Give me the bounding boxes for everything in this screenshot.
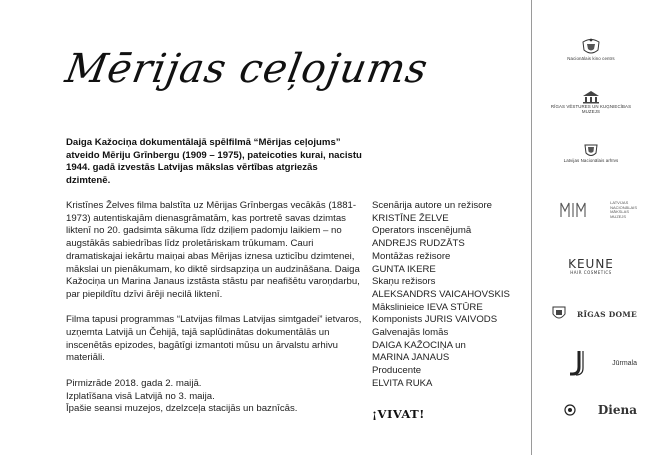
- credit-line: ANDREJS RUDZĀTS: [372, 238, 465, 250]
- lead-text: Daiga Kažociņa dokumentālajā spēlfilmā “Mērijas ceļojums” atveido Mēriju Grīnbergu (1909 – 1975), pateicoties kurai, nacistu 1944. gadā izvestās Latvijas mākslas vērtības atgriezās dzimtenē.: [66, 137, 362, 187]
- lnmm-line: MĀKSLAS: [610, 209, 629, 215]
- riga-crest-icon: [552, 306, 566, 322]
- credit-line: Montāžas režisore: [372, 250, 451, 262]
- credit-line: Komponists JURIS VAIVODS: [372, 314, 498, 326]
- jurmala-j-icon: [568, 350, 586, 376]
- keune-logo: [545, 258, 637, 275]
- lna-logo: [545, 142, 637, 163]
- nka-logo: [545, 38, 637, 61]
- lead-paragraph: [66, 137, 362, 188]
- credit-line: Galvenajās lomās: [372, 327, 449, 339]
- riga-dome-logo: [545, 306, 637, 322]
- description-paragraph-1: Kristīnes Želves filma balstīta uz Mērijas Grīnbergas vecākās (1881-1973) autentiskajām dienasgrāmatām, kas portretē savas dzimtas liktenī no 20. gadsimta sākuma līdz dziļiem padomju laikiem – no augstākās sabiedrības līdz proletāriskam trūkumam. Cauri dramatiskajai iekārtu maiņai abas Mērijas iznesa uzticību dzimtenei, mākslai un pienākumam, ko diktē sirdsapziņa un audzināšana. Daiga Kažociņa un Marina Janaus izstāsta stāstu par neafišētu varoņdarbu, par piepildītu dzīvi ārēji necilā liktenī.: [66, 200, 360, 300]
- description-paragraph-2: Filma tapusi programmas “Latvijas filmas Latvijas simtgadei” ietvaros, uzņemta Latvijā un Čehijā, tajā saplūdinātas dokumentālās un inscenētās epizodes, bagātīgi izmantoti mūsu un ārvalstu arhivu materiāli.: [66, 314, 362, 364]
- riga-dome-logo-text: RĪGAS DOME: [576, 309, 637, 319]
- diena-logo: [545, 403, 637, 417]
- credits-list: [372, 200, 522, 391]
- credit-line: GUNTA IKERE: [372, 263, 436, 275]
- jurmala-logo: [545, 350, 637, 376]
- rvmm-logo-text: RĪGAS VĒSTURES UN KUĢNIECĪBAS MUZEJS: [550, 104, 632, 114]
- credit-line: Mākslinieice IEVA STŪRE: [372, 301, 483, 313]
- mim-monogram-icon: [560, 202, 592, 218]
- jurmala-logo-text: Jūrmala: [612, 359, 637, 367]
- lnmm-logo: [545, 201, 637, 219]
- release-info: [66, 378, 366, 416]
- diena-logo-text: Diena: [597, 403, 637, 417]
- credit-line: Producente: [372, 365, 422, 377]
- coat-of-arms-icon: [580, 38, 602, 56]
- credit-line: ELVITA RUKA: [372, 377, 433, 389]
- credit-line: Skaņu režisors: [372, 276, 436, 288]
- release-special-screenings: Īpašie seansi muzejos, dzelzceļa stacijās un baznīcās.: [66, 403, 298, 415]
- description-column: [66, 200, 366, 416]
- credit-line: ALEKSANDRS VAICAHOVSKIS: [372, 288, 510, 300]
- lnmm-line: MUZEJS: [610, 213, 627, 219]
- keune-logo-sub: HAIR COSMETICS: [570, 270, 612, 275]
- credit-line: Scenārija autore un režisore: [372, 200, 492, 211]
- lnmm-logo-text: [610, 201, 637, 219]
- lnmm-line: LATVIJAS: [610, 200, 629, 205]
- diena-sun-icon: [564, 404, 576, 416]
- column-divider: [531, 0, 532, 455]
- credit-line: KRISTĪNE ŽELVE: [372, 212, 449, 224]
- film-title: Mērijas ceļojums: [61, 46, 432, 92]
- rvmm-logo: [545, 90, 637, 114]
- credit-line: DAIGA KAŽOCIŅA un: [372, 339, 466, 351]
- nka-logo-text: Nacionālais kino centrs: [567, 56, 615, 61]
- lnmm-line: NACIONĀLAIS: [610, 204, 637, 210]
- vivat-logo: ¡VIVAT!: [372, 407, 425, 421]
- archive-crest-icon: [581, 142, 601, 158]
- release-distribution: Izplatīšana visā Latvijā no 3. maija.: [66, 390, 215, 402]
- credit-line: Operators inscenējumā: [372, 225, 472, 237]
- lna-logo-text: Latvijas Nacionālais arhīvs: [563, 158, 619, 163]
- keune-logo-text: KEUNE: [568, 257, 614, 271]
- museum-building-icon: [581, 90, 601, 104]
- release-premiere: Pirmizrāde 2018. gada 2. maijā.: [66, 377, 202, 389]
- credit-line: MARINA JANAUS: [372, 352, 450, 364]
